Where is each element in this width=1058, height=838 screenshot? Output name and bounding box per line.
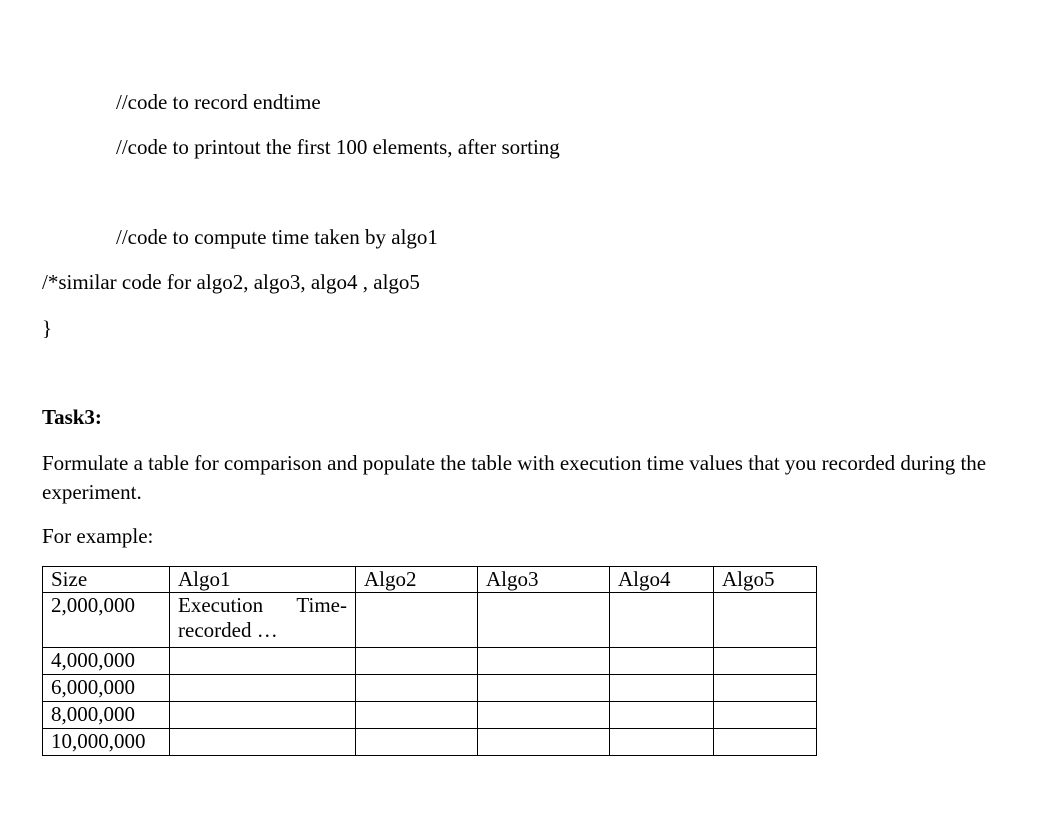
header-size: Size bbox=[43, 567, 170, 593]
header-algo4: Algo4 bbox=[610, 567, 714, 593]
table-row bbox=[43, 675, 817, 702]
size-cell: 4,000,000 bbox=[43, 648, 170, 675]
header-algo2: Algo2 bbox=[356, 567, 478, 593]
table-row bbox=[43, 702, 817, 729]
code-line-printout: //code to printout the first 100 elements, after sorting bbox=[116, 135, 560, 159]
algo3-cell bbox=[478, 675, 610, 702]
header-algo3: Algo3 bbox=[478, 567, 610, 593]
algo1-note-line1: Execution Time- bbox=[178, 593, 347, 617]
algo2-cell bbox=[356, 648, 478, 675]
algo1-cell bbox=[170, 675, 356, 702]
algo2-cell bbox=[356, 702, 478, 729]
algo4-cell bbox=[610, 675, 714, 702]
size-cell: 10,000,000 bbox=[43, 729, 170, 756]
algo1-note-line2: recorded … bbox=[178, 618, 278, 642]
algo2-cell bbox=[356, 729, 478, 756]
algo3-cell bbox=[478, 729, 610, 756]
algo3-cell bbox=[478, 648, 610, 675]
table-row bbox=[43, 729, 817, 756]
size-cell: 8,000,000 bbox=[43, 702, 170, 729]
algo5-cell bbox=[714, 702, 817, 729]
header-algo1: Algo1 bbox=[170, 567, 356, 593]
algo4-cell bbox=[610, 648, 714, 675]
code-line-similar-code: /*similar code for algo2, algo3, algo4 , algo5 bbox=[42, 270, 420, 294]
algo2-cell bbox=[356, 675, 478, 702]
task-description: Formulate a table for comparison and populate the table with execution time values that you recorded during the experiment. bbox=[42, 451, 987, 504]
table-header-row bbox=[43, 567, 817, 593]
algo3-cell bbox=[478, 702, 610, 729]
algo1-cell bbox=[170, 593, 356, 648]
code-closing-brace: } bbox=[42, 316, 53, 340]
table-row bbox=[43, 648, 817, 675]
comparison-table bbox=[42, 566, 817, 756]
algo5-cell bbox=[714, 729, 817, 756]
algo5-cell bbox=[714, 648, 817, 675]
size-cell: 6,000,000 bbox=[43, 675, 170, 702]
algo4-cell bbox=[610, 702, 714, 729]
size-cell: 2,000,000 bbox=[43, 593, 170, 648]
task-heading: Task3: bbox=[42, 405, 102, 429]
code-line-record-endtime: //code to record endtime bbox=[116, 90, 321, 114]
algo3-cell bbox=[478, 593, 610, 648]
algo4-cell bbox=[610, 729, 714, 756]
algo5-cell bbox=[714, 675, 817, 702]
algo5-cell bbox=[714, 593, 817, 648]
example-label: For example: bbox=[42, 524, 154, 548]
table-row bbox=[43, 593, 817, 648]
algo1-cell bbox=[170, 648, 356, 675]
algo4-cell bbox=[610, 593, 714, 648]
algo1-cell bbox=[170, 729, 356, 756]
header-algo5: Algo5 bbox=[714, 567, 817, 593]
code-line-compute-time: //code to compute time taken by algo1 bbox=[116, 225, 438, 249]
algo1-cell bbox=[170, 702, 356, 729]
algo2-cell bbox=[356, 593, 478, 648]
